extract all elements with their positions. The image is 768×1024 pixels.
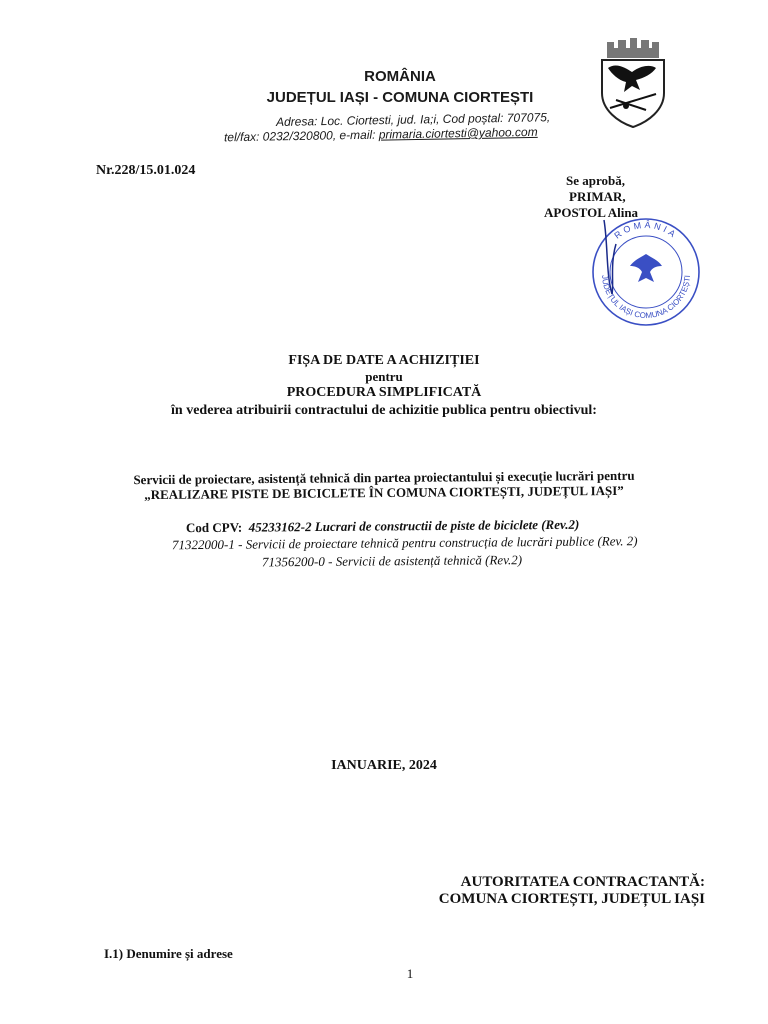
cpv-label: Cod CPV: <box>185 519 243 536</box>
stamp-top-text: ROMÂNIA <box>612 219 680 241</box>
reference-number: Nr.228/15.01.024 <box>96 163 196 178</box>
doc-title-line-1: FIȘA DE DATE A ACHIZIȚIEI <box>288 353 480 368</box>
authority-line-2: COMUNA CIORTEȘTI, JUDEȚUL IAȘI <box>438 891 705 907</box>
header-country: ROMÂNIA <box>364 68 436 85</box>
authority-line-1: AUTORITATEA CONTRACTANTĂ: <box>460 874 705 890</box>
approval-line-1: Se aprobă, <box>566 173 625 188</box>
coat-of-arms-icon <box>596 38 670 128</box>
header-contact-prefix: tel/fax: 0232/320800, e-mail: <box>223 127 379 145</box>
page-number: 1 <box>406 966 414 981</box>
document-date: IANUARIE, 2024 <box>331 758 437 773</box>
approval-line-3: APOSTOL Alina <box>544 205 639 220</box>
doc-title-line-4: în vederea atribuirii contractului de achizitie publica pentru obiectivul: <box>171 403 597 418</box>
subject-line-1: Servicii de proiectare, asistență tehnică din partea proiectantului și execuție lucrări pentru <box>133 467 635 488</box>
cpv-code-2: 71322000-1 - Servicii de proiectare tehnică pentru construcția de lucrări publice (Rev. 2) <box>171 533 638 553</box>
header-county-commune: JUDEȚUL IAȘI - COMUNA CIORTEȘTI <box>266 89 534 106</box>
subject-line-2: „REALIZARE PISTE DE BICICLETE ÎN COMUNA CIORTEȘTI, JUDEȚUL IAȘI” <box>144 482 624 503</box>
stamp-eagle-icon <box>630 254 662 282</box>
approval-line-2: PRIMAR, <box>569 189 626 204</box>
doc-title-line-3: PROCEDURA SIMPLIFICATĂ <box>286 385 482 400</box>
doc-title-line-2: pentru <box>365 369 403 384</box>
header-address: Adresa: Loc. Ciortesti, jud. Ia;i, Cod poștal: 707075, <box>275 110 551 129</box>
section-heading: I.1) Denumire și adrese <box>104 946 233 961</box>
stamp-bottom-text: JUDEȚUL IAȘI COMUNA CIORTEȘTI <box>599 274 692 321</box>
official-stamp <box>586 214 706 326</box>
cpv-code-1: 45233162-2 Lucrari de constructii de piste de biciclete (Rev.2) <box>248 516 580 535</box>
header-email: primaria.ciortesti@yahoo.com <box>378 124 538 142</box>
cpv-code-3: 71356200-0 - Servicii de asistență tehnică (Rev.2) <box>261 552 523 570</box>
